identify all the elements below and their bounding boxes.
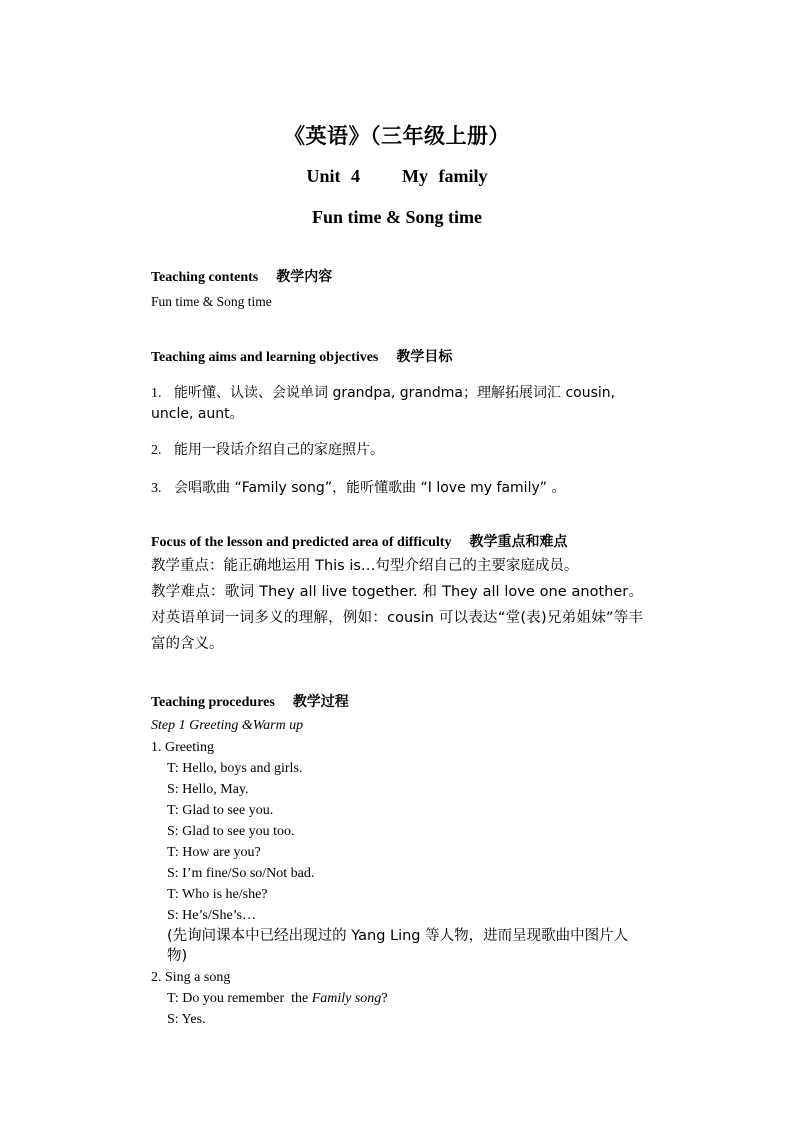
dialogue-line: T: How are you? bbox=[167, 845, 261, 860]
dialogue-line: T: Hello, boys and girls. bbox=[167, 761, 303, 776]
aim-item-2 bbox=[151, 440, 641, 461]
dialogue-line: S: Glad to see you too. bbox=[167, 824, 295, 839]
sing-label: 2. Sing a song bbox=[151, 970, 231, 985]
section-heading-contents bbox=[151, 266, 332, 286]
heading-cn: 教学重点和难点 bbox=[469, 534, 568, 550]
heading-en: Teaching aims and learning objectives bbox=[151, 350, 379, 365]
dialogue-line bbox=[167, 989, 388, 1009]
dialogue-line: T: Who is he/she? bbox=[167, 887, 268, 902]
dialogue-line: S: Yes. bbox=[167, 1012, 206, 1027]
greeting-label: 1. Greeting bbox=[151, 740, 214, 755]
dialogue-line: T: Glad to see you. bbox=[167, 803, 274, 818]
contents-body: Fun time & Song time bbox=[151, 294, 272, 309]
dialogue-suffix: ? bbox=[381, 991, 388, 1006]
dialogue-line: S: I’m fine/So so/Not bad. bbox=[167, 866, 315, 881]
list-text: 会唱歌曲 “Family song”，能听懂歌曲 “I love my family” 。 bbox=[174, 480, 566, 496]
key-point-paragraph: 教学重点：能正确地运用 This is…句型介绍自己的主要家庭成员。 bbox=[151, 558, 579, 574]
dialogue-line: S: Hello, May. bbox=[167, 782, 249, 797]
aim-item-1 bbox=[151, 383, 641, 425]
teacher-note: (先询问课本中已经出现过的 Yang Ling 等人物，进而呈现歌曲中图片人物) bbox=[167, 928, 629, 964]
heading-cn: 教学目标 bbox=[396, 349, 453, 365]
heading-en: Teaching contents bbox=[151, 270, 259, 285]
dialogue-prefix: T: Do you remember the bbox=[167, 991, 312, 1006]
document-title: 《英语》（三年级上册） bbox=[284, 124, 510, 148]
heading-en: Teaching procedures bbox=[151, 695, 275, 710]
song-title: Family song bbox=[311, 991, 382, 1006]
unit-title: Unit 4 My family bbox=[306, 166, 488, 186]
difficulty-paragraph: 教学难点：歌词 They all live together. 和 They all love one another。对英语单词一词多义的理解，例如：cousin 可以表达“堂(表)兄弟姐妹”等丰富的含义。 bbox=[151, 584, 643, 652]
heading-cn: 教学内容 bbox=[276, 269, 333, 285]
list-number: 1. bbox=[151, 386, 162, 401]
aim-item-3 bbox=[151, 478, 641, 499]
list-number: 3. bbox=[151, 481, 162, 496]
section-heading-aims bbox=[151, 346, 452, 366]
lesson-subtitle: Fun time & Song time bbox=[312, 207, 482, 227]
list-number: 2. bbox=[151, 443, 162, 458]
list-text: 能听懂、认读、会说单词 grandpa, grandma；理解拓展词汇 cousin, uncle, aunt。 bbox=[151, 385, 616, 422]
list-text: 能用一段话介绍自己的家庭照片。 bbox=[174, 442, 384, 458]
heading-en: Focus of the lesson and predicted area of difficulty bbox=[151, 535, 452, 550]
dialogue-line: S: He’s/She’s… bbox=[167, 908, 257, 923]
section-heading-procedures bbox=[151, 691, 349, 711]
step-heading: Step 1 Greeting &Warm up bbox=[151, 718, 304, 733]
heading-cn: 教学过程 bbox=[292, 694, 349, 710]
section-heading-focus bbox=[151, 531, 567, 551]
